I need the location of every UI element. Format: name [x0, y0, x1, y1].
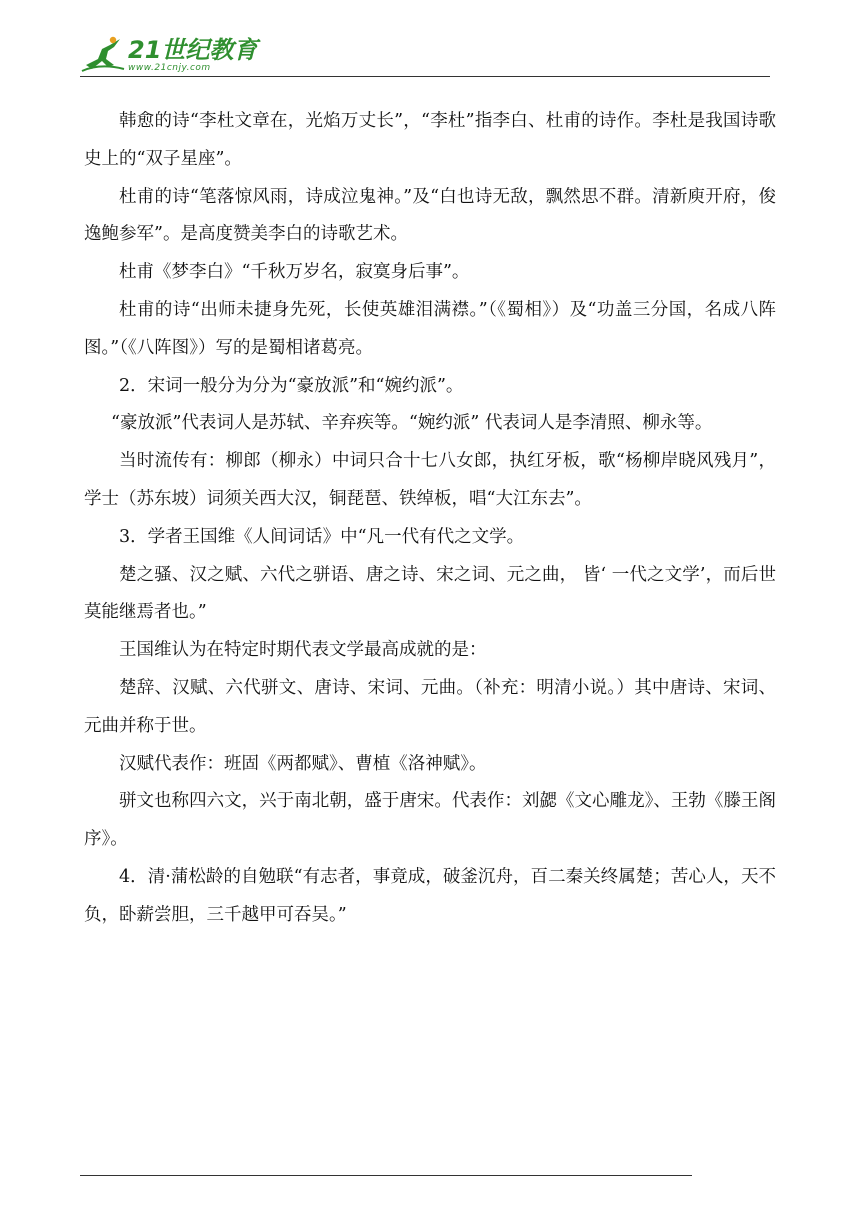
- footer-divider: [80, 1175, 692, 1176]
- paragraph-2: 杜甫的诗“笔落惊风雨，诗成泣鬼神。”及“白也诗无敌，飘然思不群。清新庾开府，俊逸鲍参军”。是高度赞美李白的诗歌艺术。: [84, 186, 776, 245]
- paragraph-5: 2．宋词一般分为分为“豪放派”和“婉约派”。: [119, 375, 464, 396]
- paragraph-9: 楚之骚、汉之赋、六代之骈语、唐之诗、宋之词、元之曲， 皆‘ 一代之文学’，而后世莫能继焉者也。”: [84, 564, 776, 623]
- paragraph-13: 骈文也称四六文，兴于南北朝，盛于唐宋。代表作：刘勰《文心雕龙》、王勃《滕王阁序》。: [84, 791, 776, 850]
- page-header: [80, 32, 770, 78]
- paragraph-10: 王国维认为在特定时期代表文学最高成就的是：: [119, 640, 487, 661]
- paragraph-4: 杜甫的诗“出师未捷身先死，长使英雄泪满襟。”（《蜀相》）及“功盖三分国，名成八阵图。”（《八阵图》）写的是蜀相诸葛亮。: [84, 299, 776, 358]
- runner-icon: [80, 35, 126, 75]
- paragraph-11: 楚辞、汉赋、六代骈文、唐诗、宋词、元曲。（补充：明清小说。）其中唐诗、宋词、元曲并称于世。: [84, 677, 776, 736]
- logo-title: 21世纪教育: [128, 35, 258, 64]
- logo-text-group: [128, 35, 258, 73]
- document-body: [84, 103, 776, 935]
- paragraph-8: 3．学者王国维《人间词话》中“凡一代有代之文学。: [119, 526, 525, 547]
- paragraph-7: 当时流传有：柳郎（柳永）中词只合十七八女郎，执红牙板，歌“杨柳岸晓风残月”，学士（苏东坡）词须关西大汉，铜琵琶、铁绰板，唱“大江东去”。: [84, 451, 776, 509]
- paragraph-14: 4．清·蒲松龄的自勉联“有志者，事竟成，破釜沉舟，百二秦关终属楚；苦心人，天不负，卧薪尝胆，三千越甲可吞吴。”: [84, 866, 776, 925]
- paragraph-1: 韩愈的诗“李杜文章在，光焰万丈长”，“李杜”指李白、杜甫的诗作。李杜是我国诗歌史上的“双子星座”。: [84, 111, 776, 169]
- header-divider: [80, 76, 770, 77]
- site-logo[interactable]: [80, 32, 257, 78]
- paragraph-6: “豪放派”代表词人是苏轼、辛弃疾等。“婉约派” 代表词人是李清照、柳永等。: [111, 413, 713, 434]
- paragraph-12: 汉赋代表作：班固《两都赋》、曹植《洛神赋》。: [119, 753, 487, 774]
- logo-url: www.21cnjy.com: [128, 62, 211, 73]
- paragraph-3: 杜甫《梦李白》“千秋万岁名，寂寞身后事”。: [119, 262, 470, 283]
